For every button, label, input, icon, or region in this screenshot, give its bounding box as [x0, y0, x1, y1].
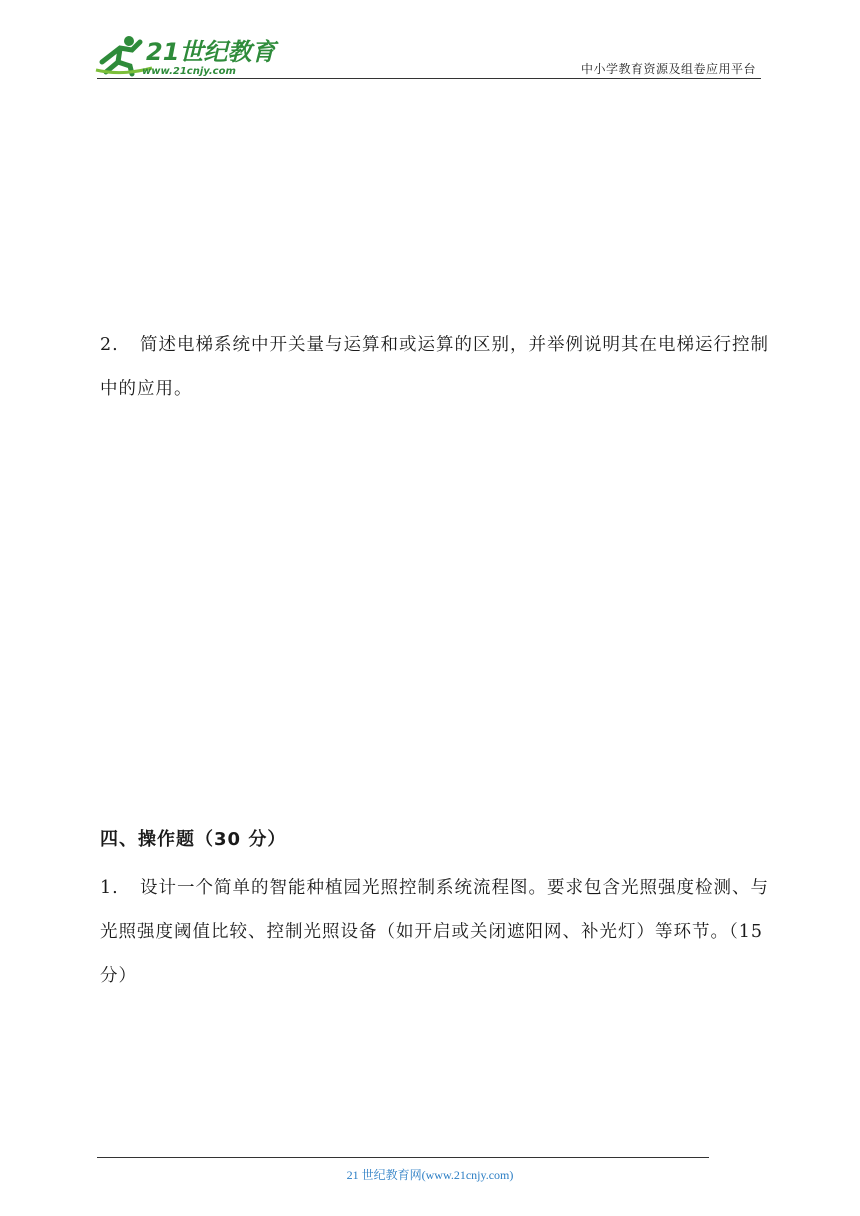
question-number: 2.: [100, 335, 119, 355]
footer-text[interactable]: 21 世纪教育网(www.21cnjy.com): [346, 1168, 514, 1182]
footer-divider: [97, 1157, 709, 1158]
logo-text: 21世纪教育: [146, 38, 276, 66]
runner-logo-icon: [92, 32, 276, 78]
header-divider: [97, 78, 761, 79]
header-tagline: 中小学教育资源及组卷应用平台: [580, 62, 756, 76]
question-text: 简述电梯系统中开关量与运算和或运算的区别，并举例说明其在电梯运行控制中的应用。: [100, 335, 769, 399]
site-logo: [92, 32, 276, 78]
question-text: 设计一个简单的智能种植园光照控制系统流程图。要求包含光照强度检测、与光照强度阈值比较、控制光照设备（如开启或关闭遮阳网、补光灯）等环节。（15 分）: [100, 878, 769, 986]
section-heading: 四、操作题（30 分）: [100, 829, 287, 850]
logo-url: www.21cnjy.com: [142, 66, 236, 77]
question-number: 1.: [100, 878, 119, 898]
question-2: [100, 323, 780, 411]
operation-question-1: [100, 866, 780, 998]
